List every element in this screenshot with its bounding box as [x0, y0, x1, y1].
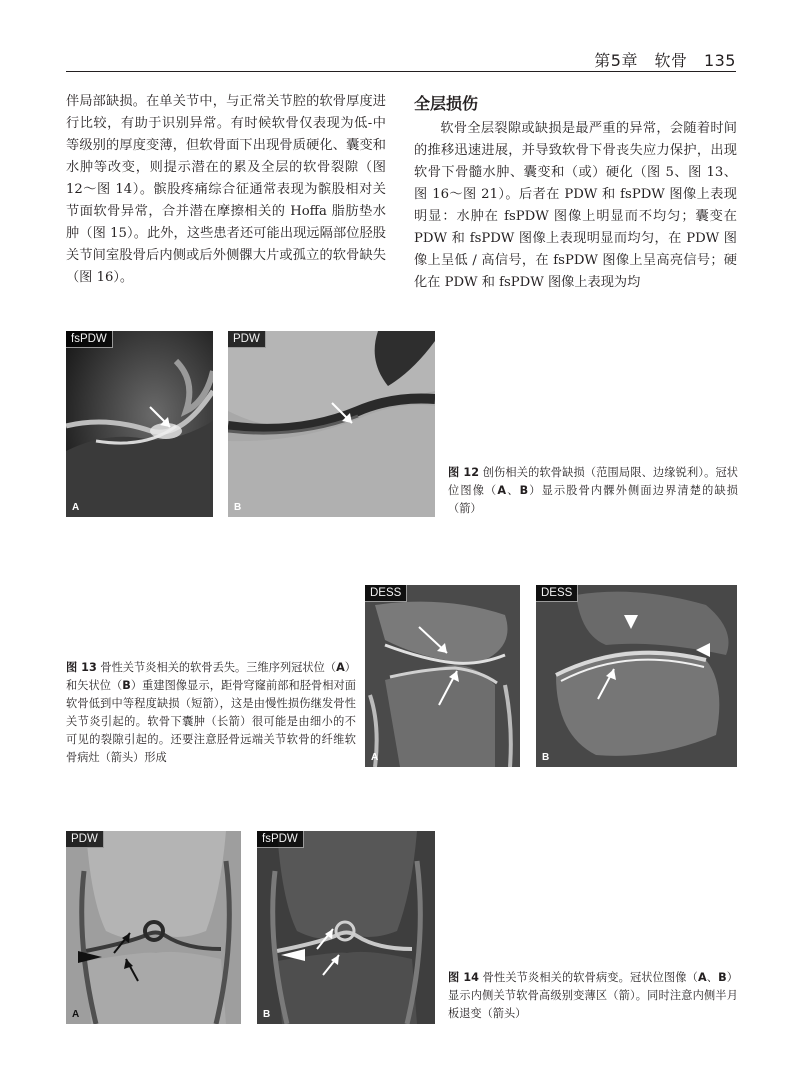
fig14-a-arrow-2 — [120, 953, 142, 985]
fig14-a-arrowhead — [76, 949, 104, 965]
fig12-b-letter: B — [234, 502, 242, 513]
fig13-caption-text: 骨性关节炎相关的软骨丢失。三维序列冠状位（ — [100, 661, 337, 674]
fig14-caption-sep: 、 — [706, 971, 719, 984]
fig13-a-label: DESS — [365, 585, 407, 602]
fig14-b-image — [257, 831, 435, 1024]
fig12-caption — [448, 464, 738, 518]
fig13-b-label: DESS — [536, 585, 578, 602]
section-title: 全层损伤 — [414, 94, 479, 113]
fig14-caption-text: 骨性关节炎相关的软骨病变。冠状位图像（ — [482, 971, 698, 984]
fig12-caption-a: A — [497, 484, 507, 497]
fig14-a-image — [66, 831, 241, 1024]
right-column — [414, 92, 737, 294]
running-head: 第5章 软骨 135 — [594, 51, 736, 70]
fig13-caption-num: 图 13 — [66, 661, 97, 674]
fig14-b-letter: B — [263, 1009, 271, 1020]
fig13-panel-a — [365, 585, 520, 767]
fig14-caption-tail: ）显示内侧关节软骨高级别变薄区（箭）。同时注意内侧半月板退变（箭头） — [448, 971, 738, 1020]
left-paragraph: 伴局部缺损。在单关节中，与正常关节腔的软骨厚度进行比较，有助于识别异常。有时候软骨仅表现为低-中等级别的厚度变薄，但软骨面下出现骨质硬化、囊变和水肿等改变，则提示潜在的累及全层的软骨裂隙（图 12～图 14）。髌股疼痛综合征通常表现为髌股相对关节面软骨异常，合并潜在摩擦相关的 Hoffa 脂肪垫水肿（图 15）。此外，这些患者还可能出现远隔部位胫股关节间室股骨后内侧或后外侧髁大片或孤立的软骨缺失（图 16）。 — [66, 94, 386, 285]
fig12-a-label: fsPDW — [66, 331, 113, 348]
fig13-a-long-arrow — [415, 623, 455, 663]
fig14-caption-a: A — [697, 971, 707, 984]
fig12-a-image — [66, 331, 213, 517]
page-header — [66, 44, 736, 72]
fig14-panel-a — [66, 831, 241, 1024]
fig13-caption-mid: ）和矢状位（ — [66, 661, 356, 692]
fig14-b-arrowhead — [279, 947, 307, 963]
fig12-panel-b — [228, 331, 435, 517]
fig13-caption — [66, 659, 356, 767]
fig12-b-label: PDW — [228, 331, 266, 348]
fig12-b-arrow — [328, 399, 358, 429]
fig12-panel-a — [66, 331, 213, 517]
fig14-a-label: PDW — [66, 831, 104, 848]
fig14-caption-b: B — [718, 971, 727, 984]
fig13-a-letter: A — [371, 752, 379, 763]
fig14-panel-b — [257, 831, 435, 1024]
right-paragraph: 软骨全层裂隙或缺损是最严重的异常，会随着时间的推移迅速进展，并导致软骨下骨丧失应力保护，出现软骨下骨髓水肿、囊变和（或）硬化（图 5、图 13、图 16～图 21）。后者在 PDW 和 fsPDW 图像上表现明显：水肿在 fsPDW 图像上明显而不均匀；囊变在 PDW 和 fsPDW 图像上表现明显而均匀，在 PDW 图像上呈低 / 高信号，在 fsPDW 图像上呈高亮信号；硬化在 PDW 和 fsPDW 图像上表现为均 — [414, 121, 737, 290]
fig14-b-arrow-2 — [319, 949, 345, 979]
fig13-b-arrow — [594, 661, 624, 703]
fig12-a-letter: A — [72, 502, 80, 513]
fig14-caption-num: 图 14 — [448, 971, 479, 984]
fig12-a-arrow — [146, 403, 176, 433]
fig12-caption-num: 图 12 — [448, 466, 479, 479]
fig12-caption-text: 创伤相关的软骨缺损（范围局限、边缘锐利）。冠状位图像（ — [448, 466, 738, 497]
fig13-b-letter: B — [542, 752, 550, 763]
fig13-a-short-arrow — [435, 661, 475, 711]
fig13-caption-tail: ）重建图像显示，距骨穹窿前部和胫骨相对面软骨低到中等程度缺损（短箭），这是由慢性损伤继发骨性关节炎引起的。软骨下囊肿（长箭）很可能是由细小的不可见的裂隙引起的。还要注意胫骨远端关节软骨的纤维软骨病灶（箭头）形成 — [66, 679, 356, 764]
fig14-caption — [448, 969, 738, 1023]
fig13-b-arrowhead-2 — [694, 641, 712, 659]
fig13-b-arrowhead-1 — [622, 613, 640, 631]
fig13-caption-a: A — [336, 661, 345, 674]
fig12-caption-b: B — [519, 484, 529, 497]
fig12-caption-tail: ）显示股骨内髁外侧面边界清楚的缺损（箭） — [448, 484, 738, 515]
fig14-b-label: fsPDW — [257, 831, 304, 848]
left-column — [66, 91, 386, 289]
fig12-caption-sep: 、 — [506, 484, 520, 497]
fig13-caption-b: B — [122, 679, 131, 692]
fig13-panel-b — [536, 585, 737, 767]
fig14-a-letter: A — [72, 1009, 80, 1020]
